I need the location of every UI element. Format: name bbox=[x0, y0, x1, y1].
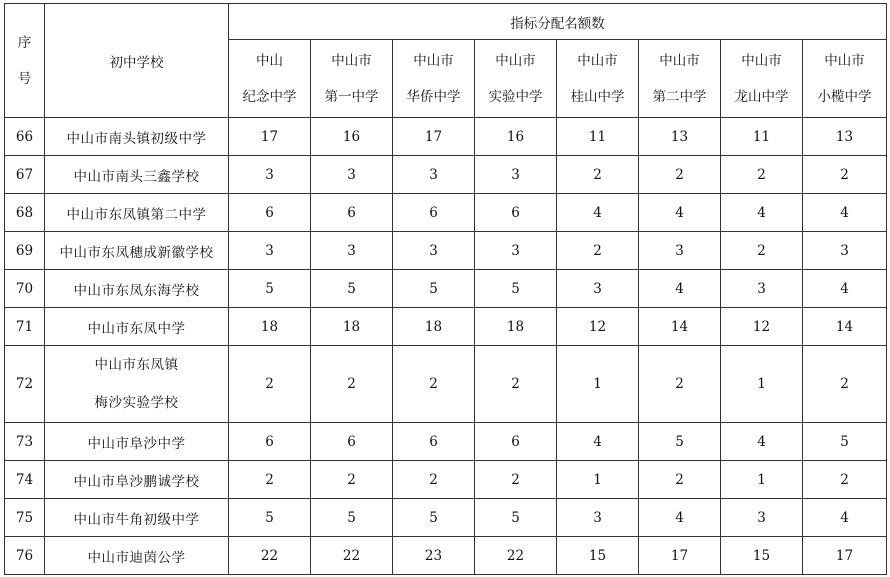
quota-value-cell: 2 bbox=[393, 346, 475, 423]
quota-value-cell: 2 bbox=[803, 346, 887, 423]
table-row bbox=[5, 346, 887, 423]
seq-cell: 73 bbox=[5, 423, 45, 461]
quota-value-cell: 15 bbox=[721, 537, 803, 575]
school-cell: 中山市东凤中学 bbox=[45, 308, 229, 346]
quota-value-cell: 2 bbox=[803, 156, 887, 194]
target-school-line1: 中山市 bbox=[741, 52, 782, 69]
quota-value-cell: 4 bbox=[803, 270, 887, 308]
table-row bbox=[5, 232, 887, 270]
quota-value-cell: 5 bbox=[393, 270, 475, 308]
target-school-line1: 中山市 bbox=[577, 52, 618, 69]
quota-value-cell: 6 bbox=[393, 423, 475, 461]
seq-cell: 69 bbox=[5, 232, 45, 270]
quota-value-cell: 5 bbox=[229, 270, 311, 308]
quota-value-cell: 3 bbox=[393, 232, 475, 270]
table-row bbox=[5, 118, 887, 156]
quota-value-cell: 3 bbox=[557, 270, 639, 308]
quota-value-cell: 12 bbox=[557, 308, 639, 346]
target-school-line1: 中山 bbox=[256, 52, 283, 69]
quota-value-cell: 22 bbox=[475, 537, 557, 575]
quota-value-cell: 2 bbox=[721, 232, 803, 270]
school-header: 初中学校 bbox=[45, 4, 229, 118]
quota-value-cell: 3 bbox=[311, 232, 393, 270]
quota-value-cell: 14 bbox=[639, 308, 721, 346]
target-school-header bbox=[721, 40, 803, 118]
target-school-line1: 中山市 bbox=[824, 52, 865, 69]
quota-value-cell: 2 bbox=[803, 461, 887, 499]
target-school-line1: 中山市 bbox=[495, 52, 536, 69]
quota-value-cell: 5 bbox=[311, 499, 393, 537]
school-name-line1: 中山市东凤镇 bbox=[94, 357, 179, 373]
quota-value-cell: 3 bbox=[721, 499, 803, 537]
seq-header-line1: 序 bbox=[17, 34, 32, 51]
quota-value-cell: 5 bbox=[803, 423, 887, 461]
seq-cell: 75 bbox=[5, 499, 45, 537]
school-cell: 中山市阜沙中学 bbox=[45, 423, 229, 461]
quota-value-cell: 3 bbox=[557, 499, 639, 537]
quota-value-cell: 1 bbox=[557, 461, 639, 499]
target-school-header bbox=[803, 40, 887, 118]
quota-value-cell: 3 bbox=[639, 232, 721, 270]
quota-group-header: 指标分配名额数 bbox=[229, 4, 887, 40]
target-school-line1: 中山市 bbox=[331, 52, 372, 69]
target-school-header bbox=[639, 40, 721, 118]
seq-cell: 67 bbox=[5, 156, 45, 194]
table-row bbox=[5, 308, 887, 346]
quota-value-cell: 18 bbox=[393, 308, 475, 346]
quota-value-cell: 2 bbox=[639, 156, 721, 194]
table-row bbox=[5, 499, 887, 537]
target-school-header bbox=[475, 40, 557, 118]
target-school-header bbox=[393, 40, 475, 118]
quota-value-cell: 18 bbox=[311, 308, 393, 346]
quota-value-cell: 5 bbox=[311, 270, 393, 308]
quota-value-cell: 4 bbox=[639, 194, 721, 232]
quota-value-cell: 4 bbox=[639, 499, 721, 537]
seq-cell: 74 bbox=[5, 461, 45, 499]
quota-value-cell: 17 bbox=[803, 537, 887, 575]
school-name-line2: 梅沙实验学校 bbox=[94, 395, 179, 411]
target-school-line1: 中山市 bbox=[413, 52, 454, 69]
school-cell bbox=[45, 346, 229, 423]
target-school-line2: 小榄中学 bbox=[817, 88, 872, 105]
quota-value-cell: 6 bbox=[229, 423, 311, 461]
quota-value-cell: 3 bbox=[393, 156, 475, 194]
quota-value-cell: 16 bbox=[311, 118, 393, 156]
quota-value-cell: 2 bbox=[557, 232, 639, 270]
seq-cell: 68 bbox=[5, 194, 45, 232]
school-cell: 中山市南头三鑫学校 bbox=[45, 156, 229, 194]
seq-cell: 71 bbox=[5, 308, 45, 346]
quota-value-cell: 4 bbox=[557, 423, 639, 461]
quota-value-cell: 13 bbox=[639, 118, 721, 156]
quota-value-cell: 5 bbox=[229, 499, 311, 537]
quota-value-cell: 17 bbox=[393, 118, 475, 156]
quota-value-cell: 18 bbox=[475, 308, 557, 346]
quota-value-cell: 17 bbox=[229, 118, 311, 156]
quota-value-cell: 1 bbox=[721, 461, 803, 499]
school-cell: 中山市东凤东海学校 bbox=[45, 270, 229, 308]
quota-value-cell: 4 bbox=[803, 499, 887, 537]
quota-value-cell: 2 bbox=[229, 346, 311, 423]
quota-value-cell: 6 bbox=[475, 423, 557, 461]
quota-value-cell: 2 bbox=[311, 461, 393, 499]
seq-cell: 66 bbox=[5, 118, 45, 156]
table-row bbox=[5, 270, 887, 308]
quota-value-cell: 16 bbox=[475, 118, 557, 156]
quota-value-cell: 13 bbox=[803, 118, 887, 156]
quota-value-cell: 12 bbox=[721, 308, 803, 346]
school-cell: 中山市东凤穗成新徽学校 bbox=[45, 232, 229, 270]
seq-cell: 72 bbox=[5, 346, 45, 423]
target-school-line1: 中山市 bbox=[659, 52, 700, 69]
quota-value-cell: 15 bbox=[557, 537, 639, 575]
school-cell: 中山市迪茵公学 bbox=[45, 537, 229, 575]
school-cell: 中山市牛角初级中学 bbox=[45, 499, 229, 537]
quota-value-cell: 6 bbox=[475, 194, 557, 232]
quota-value-cell: 3 bbox=[229, 156, 311, 194]
target-school-line2: 龙山中学 bbox=[734, 88, 789, 105]
quota-value-cell: 23 bbox=[393, 537, 475, 575]
target-school-header bbox=[229, 40, 311, 118]
quota-value-cell: 2 bbox=[639, 461, 721, 499]
quota-value-cell: 22 bbox=[311, 537, 393, 575]
table-row bbox=[5, 423, 887, 461]
quota-value-cell: 2 bbox=[229, 461, 311, 499]
target-school-line2: 实验中学 bbox=[488, 88, 543, 105]
quota-value-cell: 18 bbox=[229, 308, 311, 346]
seq-cell: 70 bbox=[5, 270, 45, 308]
seq-header-line2: 号 bbox=[17, 70, 32, 87]
table-row bbox=[5, 156, 887, 194]
quota-value-cell: 3 bbox=[475, 156, 557, 194]
quota-value-cell: 5 bbox=[393, 499, 475, 537]
target-school-line2: 第一中学 bbox=[324, 88, 379, 105]
quota-value-cell: 14 bbox=[803, 308, 887, 346]
quota-value-cell: 4 bbox=[557, 194, 639, 232]
quota-value-cell: 17 bbox=[639, 537, 721, 575]
quota-value-cell: 5 bbox=[475, 499, 557, 537]
quota-value-cell: 4 bbox=[803, 194, 887, 232]
quota-value-cell: 3 bbox=[475, 232, 557, 270]
target-school-line2: 纪念中学 bbox=[242, 88, 297, 105]
quota-table bbox=[4, 3, 887, 575]
quota-value-cell: 3 bbox=[721, 270, 803, 308]
target-school-header bbox=[557, 40, 639, 118]
target-school-line2: 华侨中学 bbox=[406, 88, 461, 105]
quota-value-cell: 4 bbox=[639, 270, 721, 308]
quota-value-cell: 2 bbox=[639, 346, 721, 423]
school-cell: 中山市阜沙鹏诚学校 bbox=[45, 461, 229, 499]
quota-value-cell: 6 bbox=[393, 194, 475, 232]
quota-value-cell: 2 bbox=[557, 156, 639, 194]
quota-value-cell: 2 bbox=[721, 156, 803, 194]
quota-value-cell: 2 bbox=[475, 346, 557, 423]
quota-value-cell: 3 bbox=[229, 232, 311, 270]
seq-header bbox=[5, 4, 45, 118]
quota-value-cell: 6 bbox=[229, 194, 311, 232]
target-school-line2: 桂山中学 bbox=[570, 88, 625, 105]
quota-value-cell: 6 bbox=[311, 194, 393, 232]
quota-value-cell: 11 bbox=[721, 118, 803, 156]
quota-value-cell: 1 bbox=[721, 346, 803, 423]
quota-value-cell: 5 bbox=[639, 423, 721, 461]
quota-value-cell: 4 bbox=[721, 194, 803, 232]
quota-value-cell: 4 bbox=[721, 423, 803, 461]
quota-value-cell: 5 bbox=[475, 270, 557, 308]
quota-value-cell: 1 bbox=[557, 346, 639, 423]
school-cell: 中山市南头镇初级中学 bbox=[45, 118, 229, 156]
quota-value-cell: 11 bbox=[557, 118, 639, 156]
table-body bbox=[5, 118, 887, 575]
table-row bbox=[5, 537, 887, 575]
target-school-line2: 第二中学 bbox=[652, 88, 707, 105]
table-header bbox=[5, 4, 887, 118]
quota-value-cell: 3 bbox=[311, 156, 393, 194]
quota-value-cell: 2 bbox=[311, 346, 393, 423]
quota-value-cell: 22 bbox=[229, 537, 311, 575]
school-cell: 中山市东凤镇第二中学 bbox=[45, 194, 229, 232]
table-row bbox=[5, 194, 887, 232]
seq-cell: 76 bbox=[5, 537, 45, 575]
quota-value-cell: 3 bbox=[803, 232, 887, 270]
table-row bbox=[5, 461, 887, 499]
target-school-header bbox=[311, 40, 393, 118]
quota-value-cell: 2 bbox=[475, 461, 557, 499]
quota-value-cell: 2 bbox=[393, 461, 475, 499]
quota-value-cell: 6 bbox=[311, 423, 393, 461]
